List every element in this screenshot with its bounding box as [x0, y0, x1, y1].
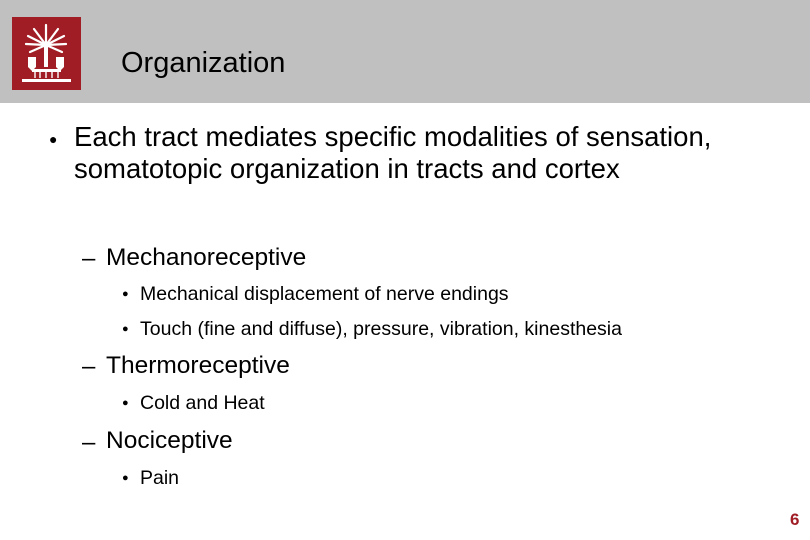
item-touch-pressure: Touch (fine and diffuse), pressure, vibration, kinesthesia: [140, 318, 622, 340]
bullet-icon: ●: [122, 472, 129, 484]
bullet-icon: ●: [122, 288, 129, 300]
palmetto-tree-seal-icon: [12, 17, 81, 90]
dash-icon: –: [82, 245, 96, 272]
bullet-icon: ●: [49, 131, 58, 147]
bullet-icon: ●: [122, 397, 129, 409]
dash-icon: –: [82, 429, 96, 456]
item-mechanical-displacement: Mechanical displacement of nerve endings: [140, 283, 509, 305]
page-number: 6: [790, 510, 800, 529]
slide-title: Organization: [121, 47, 286, 79]
main-bullet-text: Each tract mediates specific modalities of sensation, somatotopic organization in tracts and cortex: [74, 121, 712, 184]
subpoint-thermoreceptive: Thermoreceptive: [106, 352, 290, 379]
university-logo: [12, 17, 81, 90]
subpoint-mechanoreceptive: Mechanoreceptive: [106, 244, 307, 271]
subpoint-nociceptive: Nociceptive: [106, 427, 233, 454]
item-cold-heat: Cold and Heat: [140, 392, 265, 414]
dash-icon: –: [82, 353, 96, 380]
item-pain: Pain: [140, 467, 180, 489]
bullet-icon: ●: [122, 323, 129, 335]
